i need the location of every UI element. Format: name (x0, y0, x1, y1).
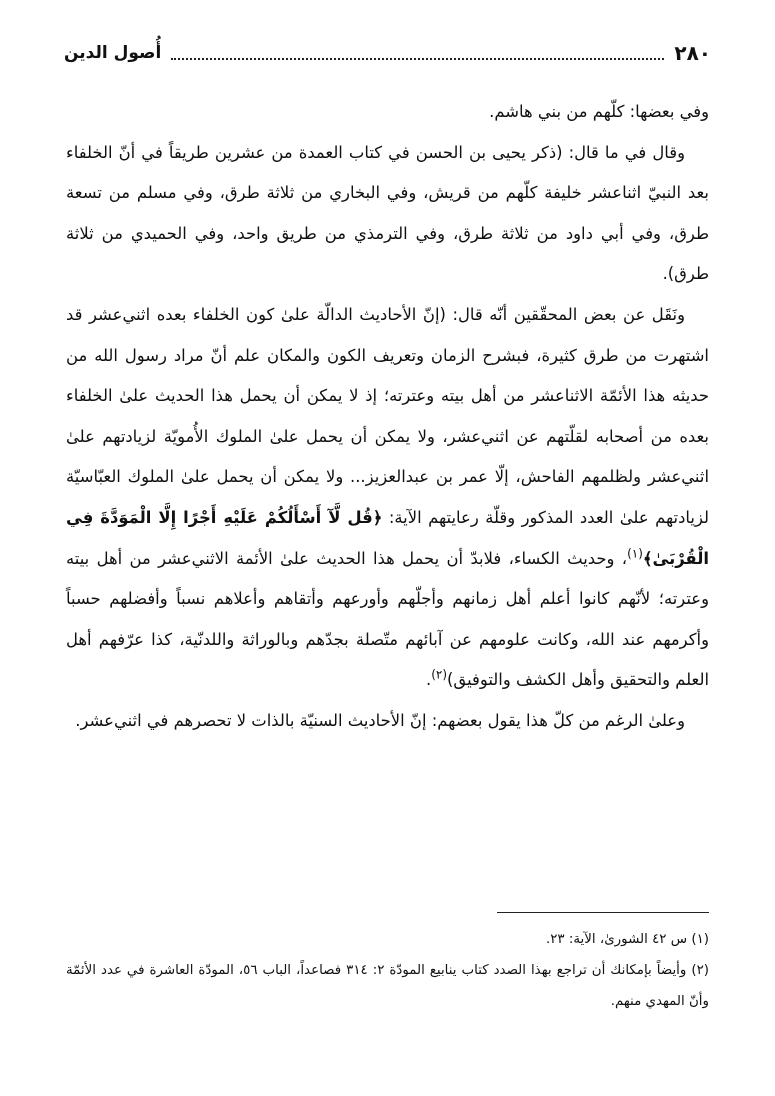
paragraph-3 (66, 295, 709, 701)
main-text (66, 92, 709, 742)
paragraph-3-part-b: ، وحديث الكساء، فلابدّ أن يحمل هذا الحديث علىٰ الأئمة الاثني‌عشر من أهل بيته وعترته؛ لأنّهم كانوا أعلم أهل زمانهم وأجلّهم وأورعهم وأتقاهم وأعلاهم نسباً وأفضلهم حسباً وأكرمهم عند الله، وكانت علومهم عن آبائهم متّصلة بجدّهم وبالوراثة واللدنّية، كذا عرّفهم أهل العلم والتحقيق وأهل الكشف والتوفيق) (66, 548, 709, 690)
paragraph-2: وقال في ما قال: (ذكر يحيى بن الحسن في كتاب العمدة من عشرين طريقاً في أنّ الخلفاء بعد النبيّ اثناعشر خليفة كلّهم من قريش، وفي البخاري من ثلاثة طرق، وفي مسلم من تسعة طرق، وفي أبي داود من ثلاثة طرق، وفي الترمذي من طريق واحد، وفي الحميدي من ثلاثة طرق). (66, 142, 709, 284)
paragraph-4: وعلىٰ الرغم من كلّ هذا يقول بعضهم: إنّ الأحاديث السنيّة بالذات لا تحصرهم في اثني‌عشر. (75, 710, 685, 730)
paragraph-3-end: . (425, 670, 432, 690)
footnote-2: (٢) وأيضاً بإمكانك أن تراجع بهذا الصدد كتاب ينابيع المودّة ٢: ٣١٤ فصاعداً، الباب ٥٦، المودّة العاشرة في عدد الأئمّة وأنّ المهدي منهم. (66, 963, 709, 1009)
header-dot-leader (171, 46, 664, 60)
page-number: ٢٨٠ (674, 41, 711, 65)
paragraph-1: وفي بعضها: كلّهم من بني هاشم. (489, 102, 709, 121)
page-header (64, 36, 711, 70)
paragraph-3-part-a: ونَقَل عن بعض المحقّقين أنّه قال: (إنّ الأحاديث الدالّة علىٰ كون الخلفاء بعده اثني‌عشر قد اشتهرت من طرق كثيرة، فبشرح الزمان وتعريف الكون والمكان علم أنّ مراد رسول الله من حديثه هذا الأئمّة الاثناعشر من أهل بيته وعترته؛ إذ لا يمكن أن يحمل هذا الحديث علىٰ الخلفاء بعده من أصحابه لقلّتهم عن اثني‌عشر، ولا يمكن أن يحمل علىٰ الملوك الأُمويّة لزيادتهم علىٰ اثني‌عشر ولظلمهم الفاحش، إلّا عمر بن عبدالعزيز... ولا يمكن أن يحمل علىٰ الملوك العبّاسيّة لزيادتهم علىٰ العدد المذكور وقلّة رعايتهم الآية: (66, 304, 709, 527)
footnote-ref-1[interactable]: (١) (627, 546, 643, 561)
footnote-separator (497, 912, 709, 913)
footnote-ref-2[interactable]: (٢) (431, 667, 448, 682)
footnotes (66, 924, 709, 1017)
quran-verse: ﴿قُل لَّآ أَسْأَلُكُمْ عَلَيْهِ أَجْرًا إِلَّا الْمَوَدَّةَ فِي الْقُرْبَىٰ﴾ (66, 507, 709, 568)
footnote-1: (١) س ٤٢ الشورىٰ، الآية: ٢٣. (545, 932, 709, 947)
running-title: أُصول الدين (64, 43, 162, 63)
